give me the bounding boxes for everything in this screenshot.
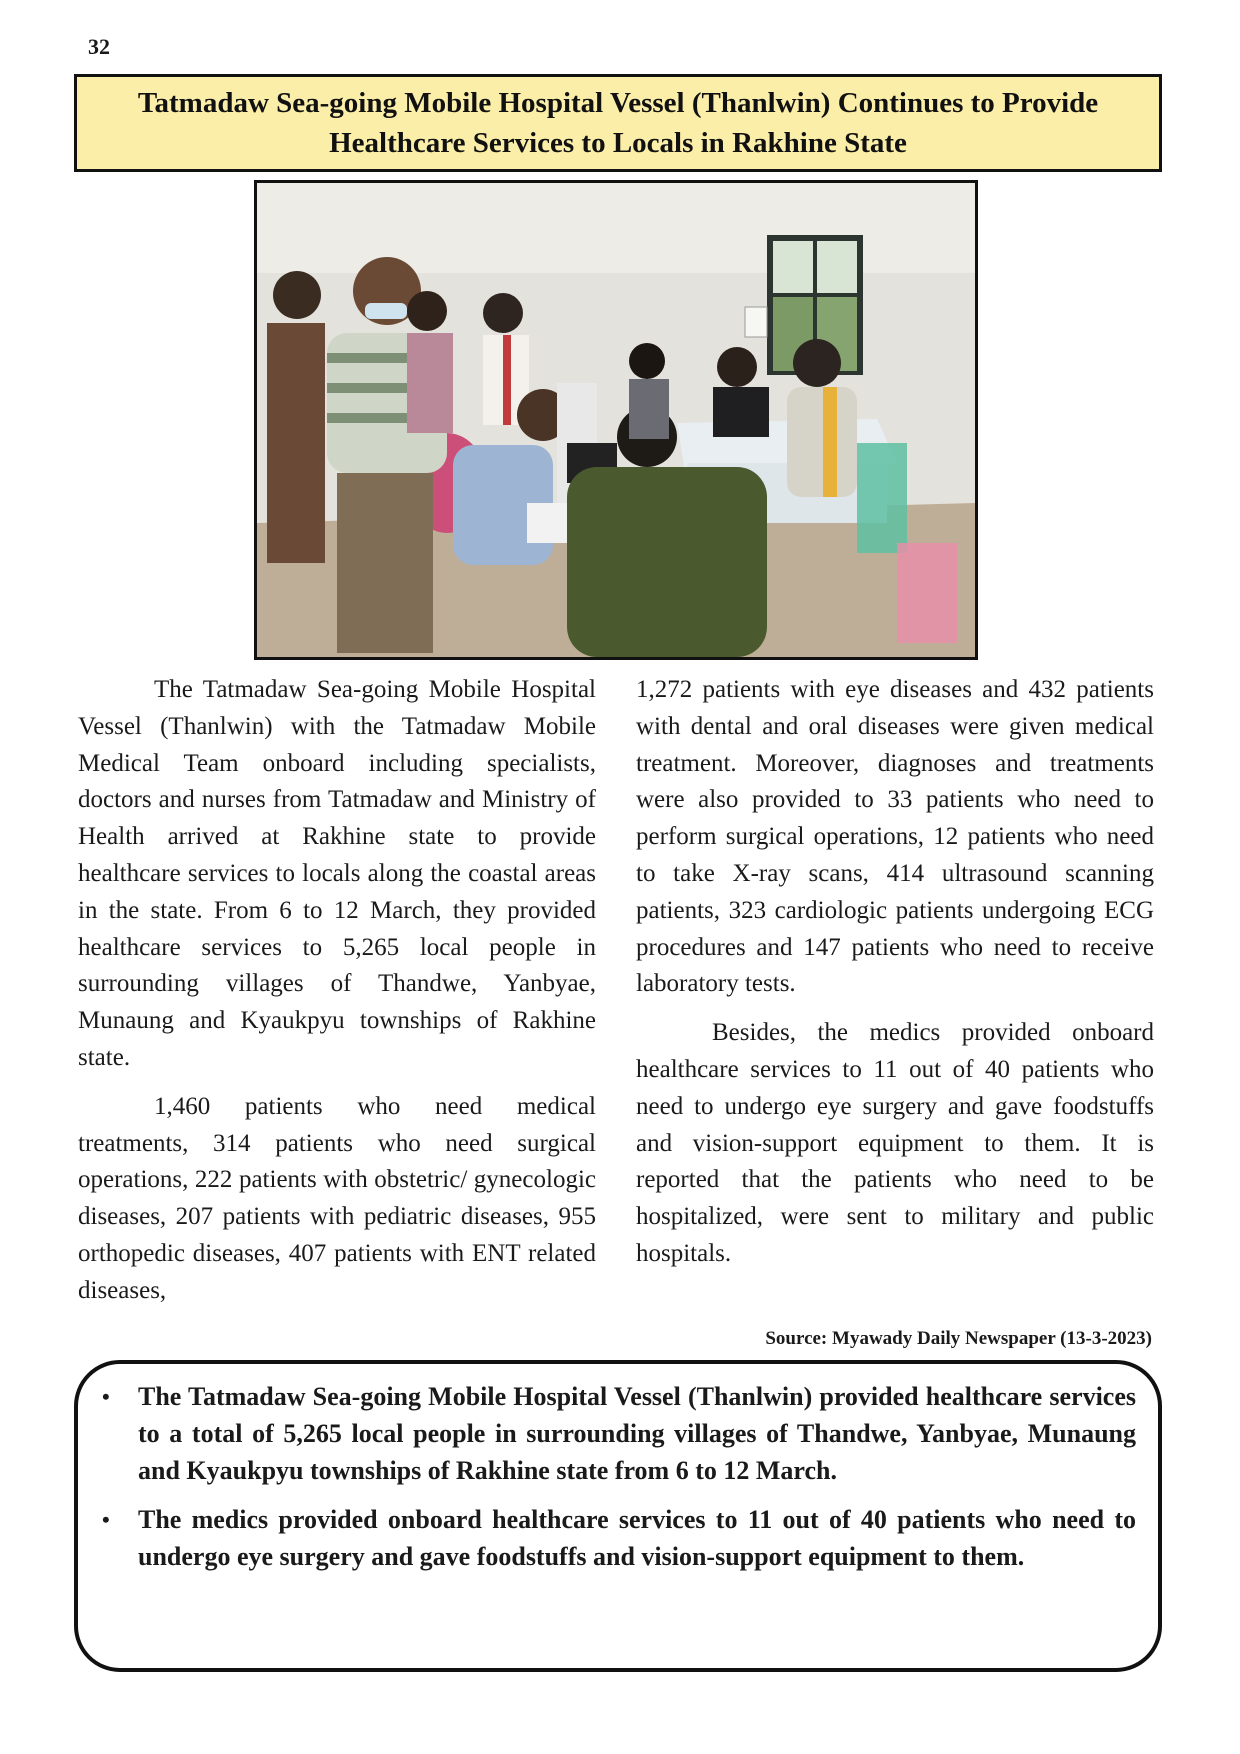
page-number: 32 [88,34,110,59]
article-column-right [636,672,1154,1285]
paragraph: Besides, the medics provided onboard healthcare services to 11 out of 40 patients who need to undergo eye surgery and gave foodstuffs and vision-support equipment to them. It is reported that the patients who need to be hospitalized, were sent to military and public hospitals. [636,1019,1154,1267]
summary-item [98,1378,1136,1489]
source-citation: Source: Myawady Daily Newspaper (13-3-2023) [765,1328,1152,1349]
title-banner [74,74,1162,172]
article-column-left [78,672,596,1322]
photo-medical-eye-exam-icon [257,183,975,657]
paragraph: The Tatmadaw Sea-going Mobile Hospital Vessel (Thanlwin) with the Tatmadaw Mobile Medical Team onboard including specialists, doctors and nurses from Tatmadaw and Ministry of Health arrived at Rakhine state to provide healthcare services to locals along the coastal areas in the state. From 6 to 12 March, they provided healthcare services to 5,265 local people in surrounding villages of Thandwe, Yanbyae, Munaung and Kyaukpyu townships of Rakhine state. [78,676,596,1071]
summary-list [98,1378,1136,1575]
paragraph: 1,460 patients who need medical treatments, 314 patients who need surgical operations, 222 patients with obstetric/ gynecologic diseases, 207 patients with pediatric diseases, 955 orthopedic diseases, 407 patients with ENT related diseases, [78,1092,596,1304]
article-photo [254,180,978,660]
paragraph: 1,272 patients with eye diseases and 432 patients with dental and oral diseases were given medical treatment. Moreover, diagnoses and treatments were also provided to 33 patients who need to perform surgical operations, 12 patients who need to take X-ray scans, 414 ultrasound scanning patients, 323 cardiologic patients undergoing ECG procedures and 147 patients who need to receive laboratory tests. [636,676,1154,998]
summary-text: The medics provided onboard healthcare services to 11 out of 40 patients who need to undergo eye surgery and gave foodstuffs and vision-support equipment to them. [138,1505,1136,1571]
bullet-icon: • [102,1507,110,1532]
summary-item [98,1501,1136,1575]
article-title: Tatmadaw Sea-going Mobile Hospital Vessel (Thanlwin) Continues to Provide Healthcare Services to Locals in Rakhine State [137,87,1099,159]
bullet-icon: • [102,1384,110,1409]
summary-text: The Tatmadaw Sea-going Mobile Hospital Vessel (Thanlwin) provided healthcare services to a total of 5,265 local people in surrounding villages of Thandwe, Yanbyae, Munaung and Kyaukpyu townships of Rakhine state from 6 to 12 March. [138,1382,1136,1485]
summary-box [74,1360,1162,1672]
